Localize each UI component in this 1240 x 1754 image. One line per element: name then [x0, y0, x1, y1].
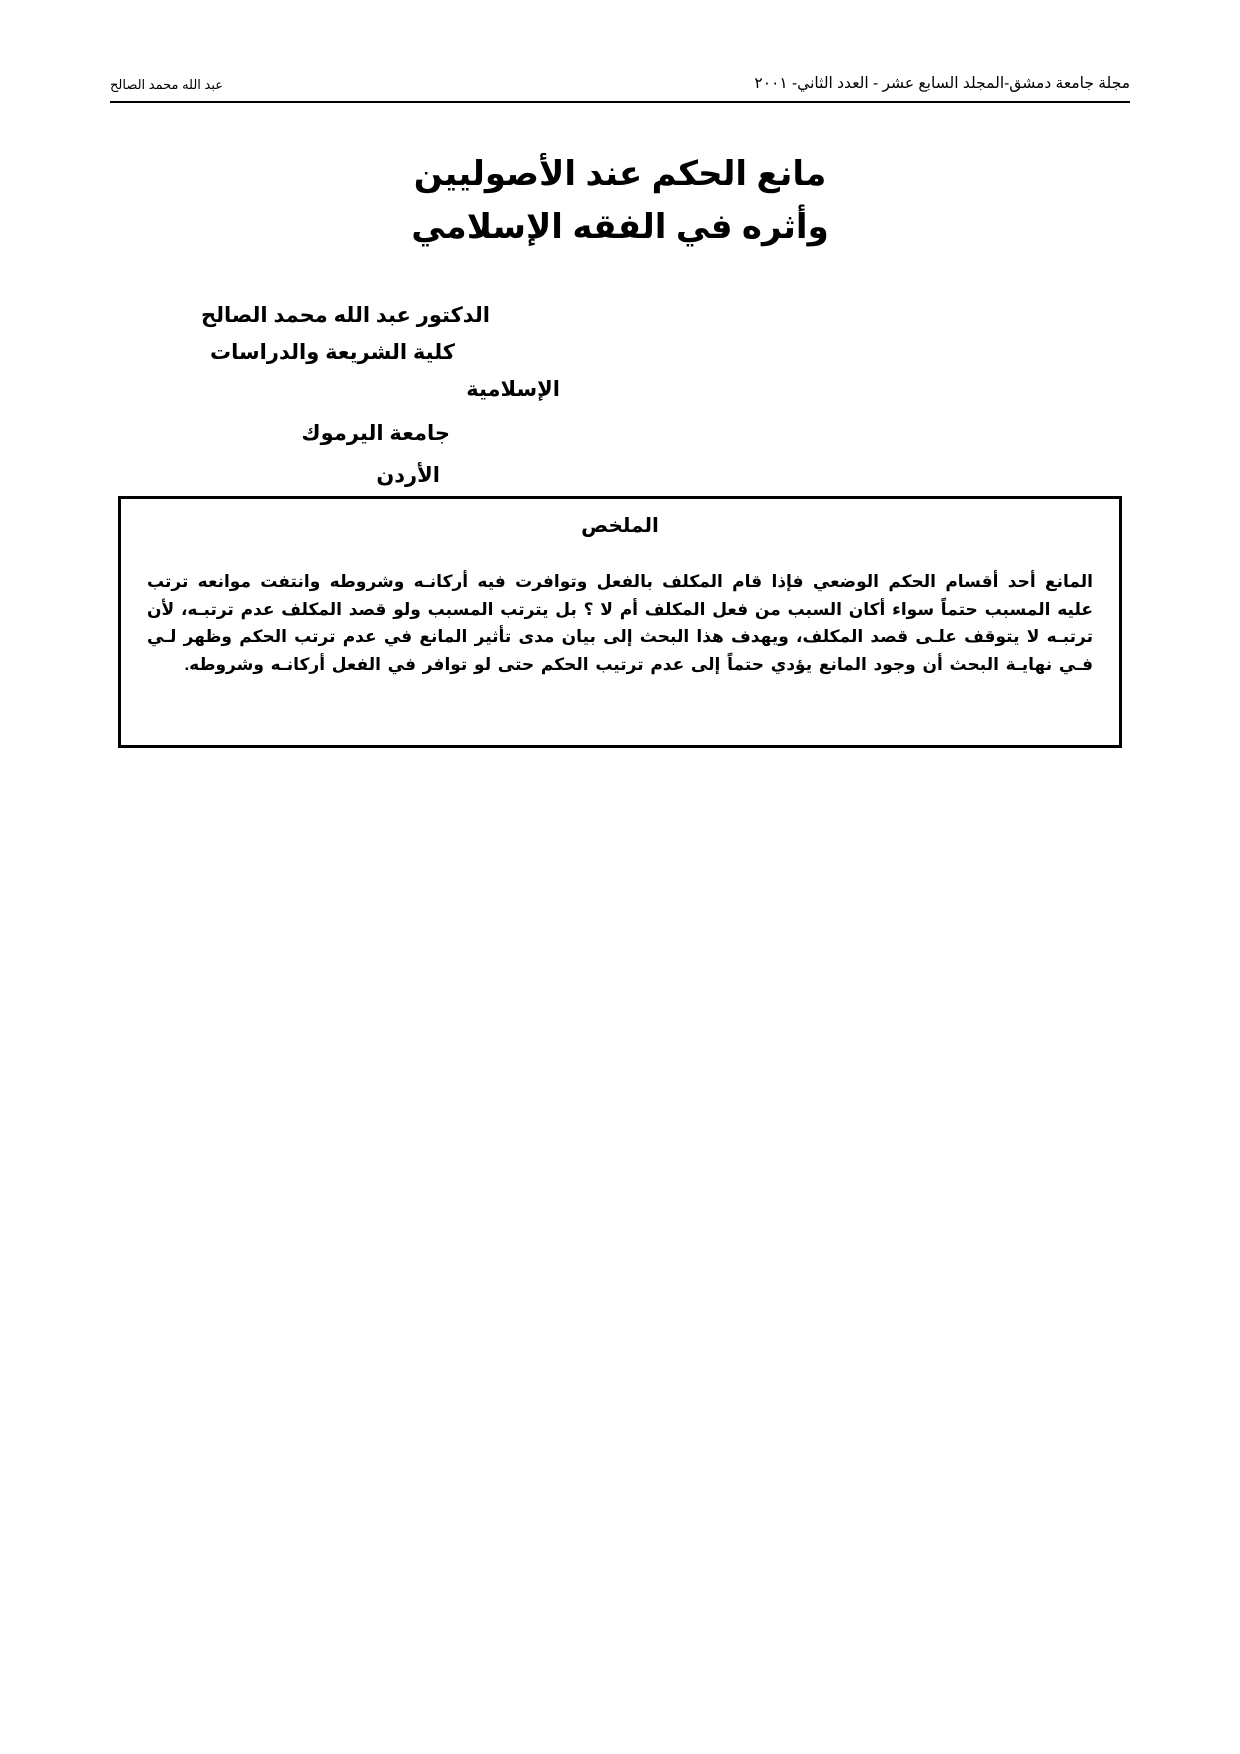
byline-university: جامعة اليرموك	[301, 422, 450, 445]
page-title	[0, 148, 1240, 253]
header-journal-info: مجلة جامعة دمشق-المجلد السابع عشر - العدد الثاني- ٢٠٠١	[754, 75, 1130, 92]
byline-country: الأردن	[376, 464, 440, 487]
title-line-2: وأثره في الفقه الإسلامي	[411, 207, 829, 246]
running-header	[110, 74, 1130, 93]
abstract-body: المانع أحد أقسام الحكم الوضعي فإذا قام المكلف بالفعل وتوافرت فيه أركانـه وشروطه وانتفت موانعه ترتب عليه المسبب حتماً سواء أكان السبب من فعل المكلف أم لا ؟ بل يترتب المسبب ولو قصد المكلف عدم ترتبـه، لأن ترتبـه لا يتوقف علـى قصد المكلف، ويهدف هذا البحث إلى بيان مدى تأثير المانع في عدم ترتب الحكم وظهر لـي فـي نهايـة البحث أن وجود المانع يؤدي حتماً إلى عدم ترتيب الحكم حتى لو توافر في الفعل أركانـه وشروطه.	[147, 572, 1093, 674]
byline-author: الدكتور عبد الله محمد الصالح	[200, 304, 490, 327]
abstract-box	[118, 496, 1122, 748]
title-line-1: مانع الحكم عند الأصوليين	[413, 155, 827, 193]
abstract-heading: الملخص	[581, 515, 659, 537]
header-author-name: عبد الله محمد الصالح	[110, 77, 224, 92]
byline-faculty: كلية الشريعة والدراسات	[210, 341, 455, 364]
byline-faculty-continued: الإسلامية	[466, 378, 560, 401]
header-divider	[110, 101, 1130, 103]
